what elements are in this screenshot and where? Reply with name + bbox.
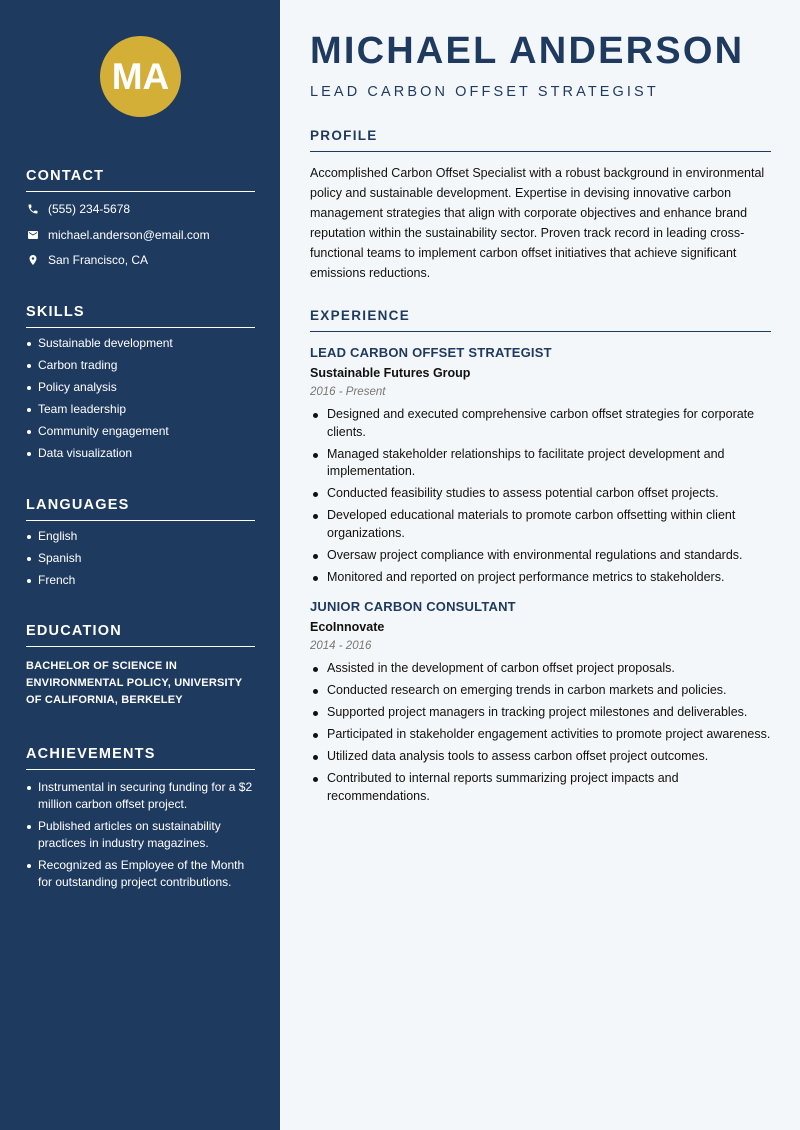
education-section (26, 623, 255, 709)
list-item: Carbon trading (26, 357, 255, 374)
avatar (100, 36, 181, 117)
list-item: Conducted research on emerging trends in carbon markets and policies. (310, 682, 771, 700)
list-item: Data visualization (26, 445, 255, 462)
profile-section (310, 128, 771, 283)
contact-heading: CONTACT (26, 168, 255, 192)
candidate-name: MICHAEL ANDERSON (310, 30, 745, 72)
job-entry (310, 345, 771, 586)
languages-list (26, 528, 255, 589)
skills-list (26, 335, 255, 462)
list-item: Sustainable development (26, 335, 255, 352)
job-title: LEAD CARBON OFFSET STRATEGIST (310, 345, 552, 360)
contact-section (26, 168, 255, 269)
contact-email (26, 226, 255, 243)
experience-heading: EXPERIENCE (310, 308, 771, 332)
profile-text: Accomplished Carbon Offset Specialist with a robust background in environmental policy and sustainable development. Expertise in devising innovative carbon management strategies that align with corporate objectives and enhance brand reputation within the sustainability sector. Proven track record in leading cross-functional teams to implement carbon offset initiatives that achieve significant emissions reductions. (310, 166, 765, 280)
list-item: Recognized as Employee of the Month for outstanding project contributions. (26, 857, 255, 891)
skills-section (26, 304, 255, 467)
phone-text: (555) 234-5678 (48, 202, 131, 216)
list-item: Utilized data analysis tools to assess carbon offset project outcomes. (310, 748, 771, 766)
job-company: EcoInnovate (310, 620, 385, 634)
profile-heading: PROFILE (310, 128, 771, 152)
list-item: English (26, 528, 255, 545)
list-item: Managed stakeholder relationships to facilitate project development and implementation. (310, 446, 771, 481)
education-heading: EDUCATION (26, 623, 255, 647)
candidate-role: LEAD CARBON OFFSET STRATEGIST (310, 84, 659, 100)
list-item: Community engagement (26, 423, 255, 440)
list-item: Instrumental in securing funding for a $2 million carbon offset project. (26, 779, 255, 813)
contact-location (26, 252, 255, 269)
job-dates: 2014 - 2016 (310, 640, 372, 652)
list-item: Team leadership (26, 401, 255, 418)
phone-icon (26, 203, 39, 216)
list-item: Developed educational materials to promote carbon offsetting within client organizations. (310, 507, 771, 542)
list-item: Assisted in the development of carbon offset project proposals. (310, 660, 771, 678)
location-pin-icon (26, 254, 39, 267)
list-item: Policy analysis (26, 379, 255, 396)
languages-heading: LANGUAGES (26, 497, 255, 521)
education-degree: BACHELOR OF SCIENCE IN ENVIRONMENTAL POLICY, UNIVERSITY OF CALIFORNIA, BERKELEY (26, 660, 243, 706)
job-bullets (310, 406, 771, 586)
experience-section (310, 308, 771, 810)
list-item: French (26, 572, 255, 589)
avatar-initials: MA (111, 55, 170, 97)
job-title: JUNIOR CARBON CONSULTANT (310, 599, 516, 614)
location-text: San Francisco, CA (48, 253, 149, 267)
achievements-section (26, 746, 255, 896)
achievements-list (26, 779, 255, 891)
job-entry (310, 599, 771, 805)
list-item: Spanish (26, 550, 255, 567)
contact-phone (26, 201, 255, 218)
job-company: Sustainable Futures Group (310, 366, 471, 380)
list-item: Oversaw project compliance with environmental regulations and standards. (310, 547, 771, 565)
list-item: Published articles on sustainability practices in industry magazines. (26, 818, 255, 852)
skills-heading: SKILLS (26, 304, 255, 328)
sidebar (0, 0, 280, 1130)
list-item: Conducted feasibility studies to assess potential carbon offset projects. (310, 485, 771, 503)
languages-section (26, 497, 255, 594)
list-item: Participated in stakeholder engagement activities to promote project awareness. (310, 726, 771, 744)
list-item: Monitored and reported on project performance metrics to stakeholders. (310, 569, 771, 587)
email-icon (26, 228, 39, 241)
list-item: Contributed to internal reports summarizing project impacts and recommendations. (310, 770, 771, 805)
list-item: Supported project managers in tracking project milestones and deliverables. (310, 704, 771, 722)
job-dates: 2016 - Present (310, 386, 386, 398)
email-text: michael.anderson@email.com (48, 227, 210, 242)
job-bullets (310, 660, 771, 805)
achievements-heading: ACHIEVEMENTS (26, 746, 255, 770)
list-item: Designed and executed comprehensive carbon offset strategies for corporate clients. (310, 406, 771, 441)
